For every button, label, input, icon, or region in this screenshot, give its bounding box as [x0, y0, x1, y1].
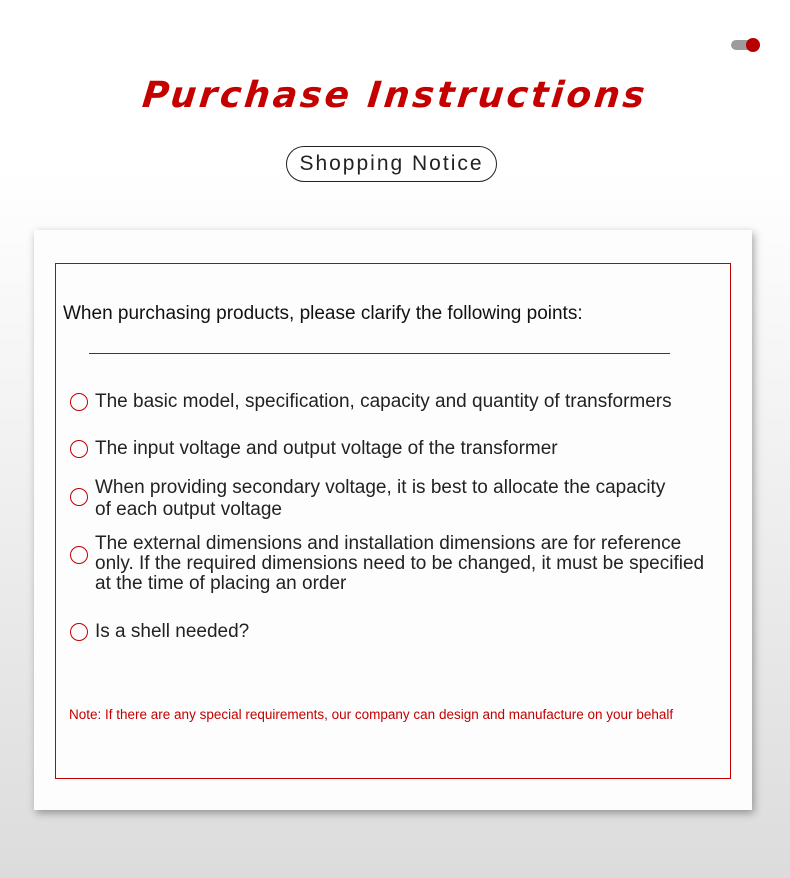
list-item-text: only. If the required dimensions need to be changed, it must be specified: [95, 553, 705, 574]
intro-text: When purchasing products, please clarify the following points:: [63, 303, 583, 324]
special-requirements-note: Note: If there are any special requirements, our company can design and manufacture on your behalf: [69, 707, 674, 722]
circle-bullet-icon: [70, 488, 88, 506]
list-item-text: When providing secondary voltage, it is best to allocate the capacity: [95, 477, 666, 498]
list-item-text: The input voltage and output voltage of the transformer: [95, 438, 558, 459]
instructions-card: [34, 230, 752, 810]
page-title: Purchase Instructions: [140, 75, 650, 116]
toggle-switch[interactable]: [731, 38, 761, 52]
shopping-notice-badge: Shopping Notice: [286, 146, 497, 182]
list-item-text: The external dimensions and installation dimensions are for reference: [95, 533, 682, 554]
list-item-text: The basic model, specification, capacity and quantity of transformers: [95, 391, 672, 412]
divider-line: [89, 353, 670, 354]
circle-bullet-icon: [70, 546, 88, 564]
card-frame: [55, 263, 731, 779]
circle-bullet-icon: [70, 623, 88, 641]
list-item-text: Is a shell needed?: [95, 621, 250, 642]
circle-bullet-icon: [70, 393, 88, 411]
list-item-text: at the time of placing an order: [95, 573, 347, 594]
toggle-knob: [746, 38, 760, 52]
circle-bullet-icon: [70, 440, 88, 458]
list-item-text: of each output voltage: [95, 499, 282, 520]
